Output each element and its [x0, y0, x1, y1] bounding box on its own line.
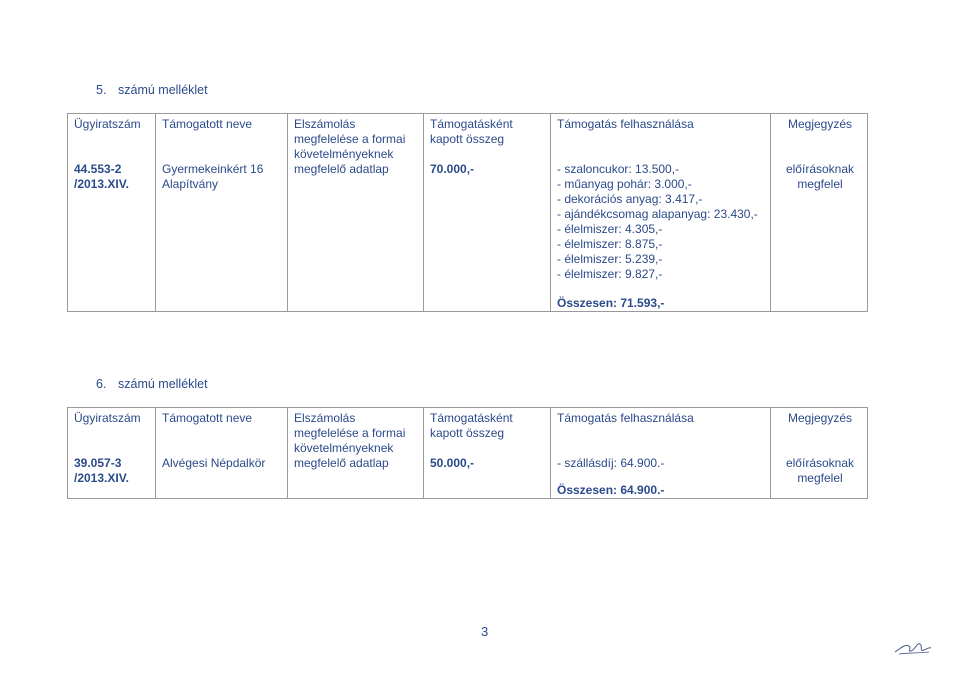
annex5-file-no [68, 162, 156, 312]
page-number: 3 [481, 624, 489, 639]
annex6-file-no [68, 456, 156, 499]
annex5-usage-item: - dekorációs anyag: 3.417,- [557, 192, 703, 206]
annex5-file-no-line2: /2013.XIV. [74, 177, 129, 191]
annex5-header-settlement: Elszámolás megfelelése a formai követelményeknek [288, 114, 424, 163]
annex6-total: Összesen: 64.900.- [557, 483, 665, 497]
annex5-supported [156, 162, 288, 312]
annex6-usage-item: - szállásdíj: 64.900.- [557, 456, 665, 470]
annex5-heading-text: számú melléklet [118, 83, 208, 97]
annex5-supported-line2: Alapítvány [162, 177, 219, 191]
annex6-amount: 50.000,- [424, 456, 551, 499]
annex5-settlement: megfelelő adatlap [288, 162, 424, 312]
annex6-supported: Alvégesi Népdalkör [156, 456, 288, 499]
annex6-heading-number: 6. [96, 377, 107, 391]
annex5-usage-item: - műanyag pohár: 3.000,- [557, 177, 692, 191]
annex6-note [771, 456, 868, 499]
annex5-usage-item: - élelmiszer: 9.827,- [557, 267, 663, 281]
annex5-usage [551, 162, 771, 312]
annex6-heading-text: számú melléklet [118, 377, 208, 391]
annex6-header-file-no: Ügyiratszám [68, 408, 156, 457]
annex5-header-supported: Támogatott neve [156, 114, 288, 163]
annex5-header-usage: Támogatás felhasználása [551, 114, 771, 163]
annex5-note [771, 162, 868, 312]
annex5-usage-item: - élelmiszer: 8.875,- [557, 237, 663, 251]
annex5-header-amount: Támogatásként kapott összeg [424, 114, 551, 163]
annex6-header-supported: Támogatott neve [156, 408, 288, 457]
annex6-header-usage: Támogatás felhasználása [551, 408, 771, 457]
annex5-usage-item: - élelmiszer: 4.305,- [557, 222, 663, 236]
annex5-usage-item: - élelmiszer: 5.239,- [557, 252, 663, 266]
annex5-supported-line1: Gyermekeinkért 16 [162, 162, 264, 176]
annex6-table [67, 407, 868, 499]
annex6-settlement: megfelelő adatlap [288, 456, 424, 499]
annex6-file-no-line2: /2013.XIV. [74, 471, 129, 485]
annex6-header-row [68, 408, 868, 457]
annex6-header-note: Megjegyzés [771, 408, 868, 457]
annex6-usage [551, 456, 771, 499]
annex5-note-line2: megfelel [797, 177, 843, 191]
annex5-header-note: Megjegyzés [771, 114, 868, 163]
annex5-amount: 70.000,- [424, 162, 551, 312]
annex6-note-line2: megfelel [797, 471, 843, 485]
annex6-header-settlement: Elszámolás megfelelése a formai követelményeknek [288, 408, 424, 457]
annex5-usage-item: - szaloncukor: 13.500,- [557, 162, 680, 176]
annex5-heading [96, 83, 208, 97]
annex6-note-line1: előírásoknak [785, 456, 855, 470]
annex5-total: Összesen: 71.593,- [557, 296, 665, 310]
annex5-header-row [68, 114, 868, 163]
annex5-table [67, 113, 868, 312]
annex6-header-amount: Támogatásként kapott összeg [424, 408, 551, 457]
annex6-heading [96, 377, 208, 391]
signature-mark [893, 634, 933, 658]
annex5-data-row [68, 162, 868, 312]
annex5-usage-item: - ajándékcsomag alapanyag: 23.430,- [557, 207, 758, 221]
annex5-heading-number: 5. [96, 83, 107, 97]
annex6-file-no-line1: 39.057-3 [74, 456, 122, 470]
annex5-header-file-no: Ügyiratszám [68, 114, 156, 163]
annex5-note-line1: előírásoknak [785, 162, 855, 176]
annex5-file-no-line1: 44.553-2 [74, 162, 122, 176]
annex6-data-row [68, 456, 868, 499]
